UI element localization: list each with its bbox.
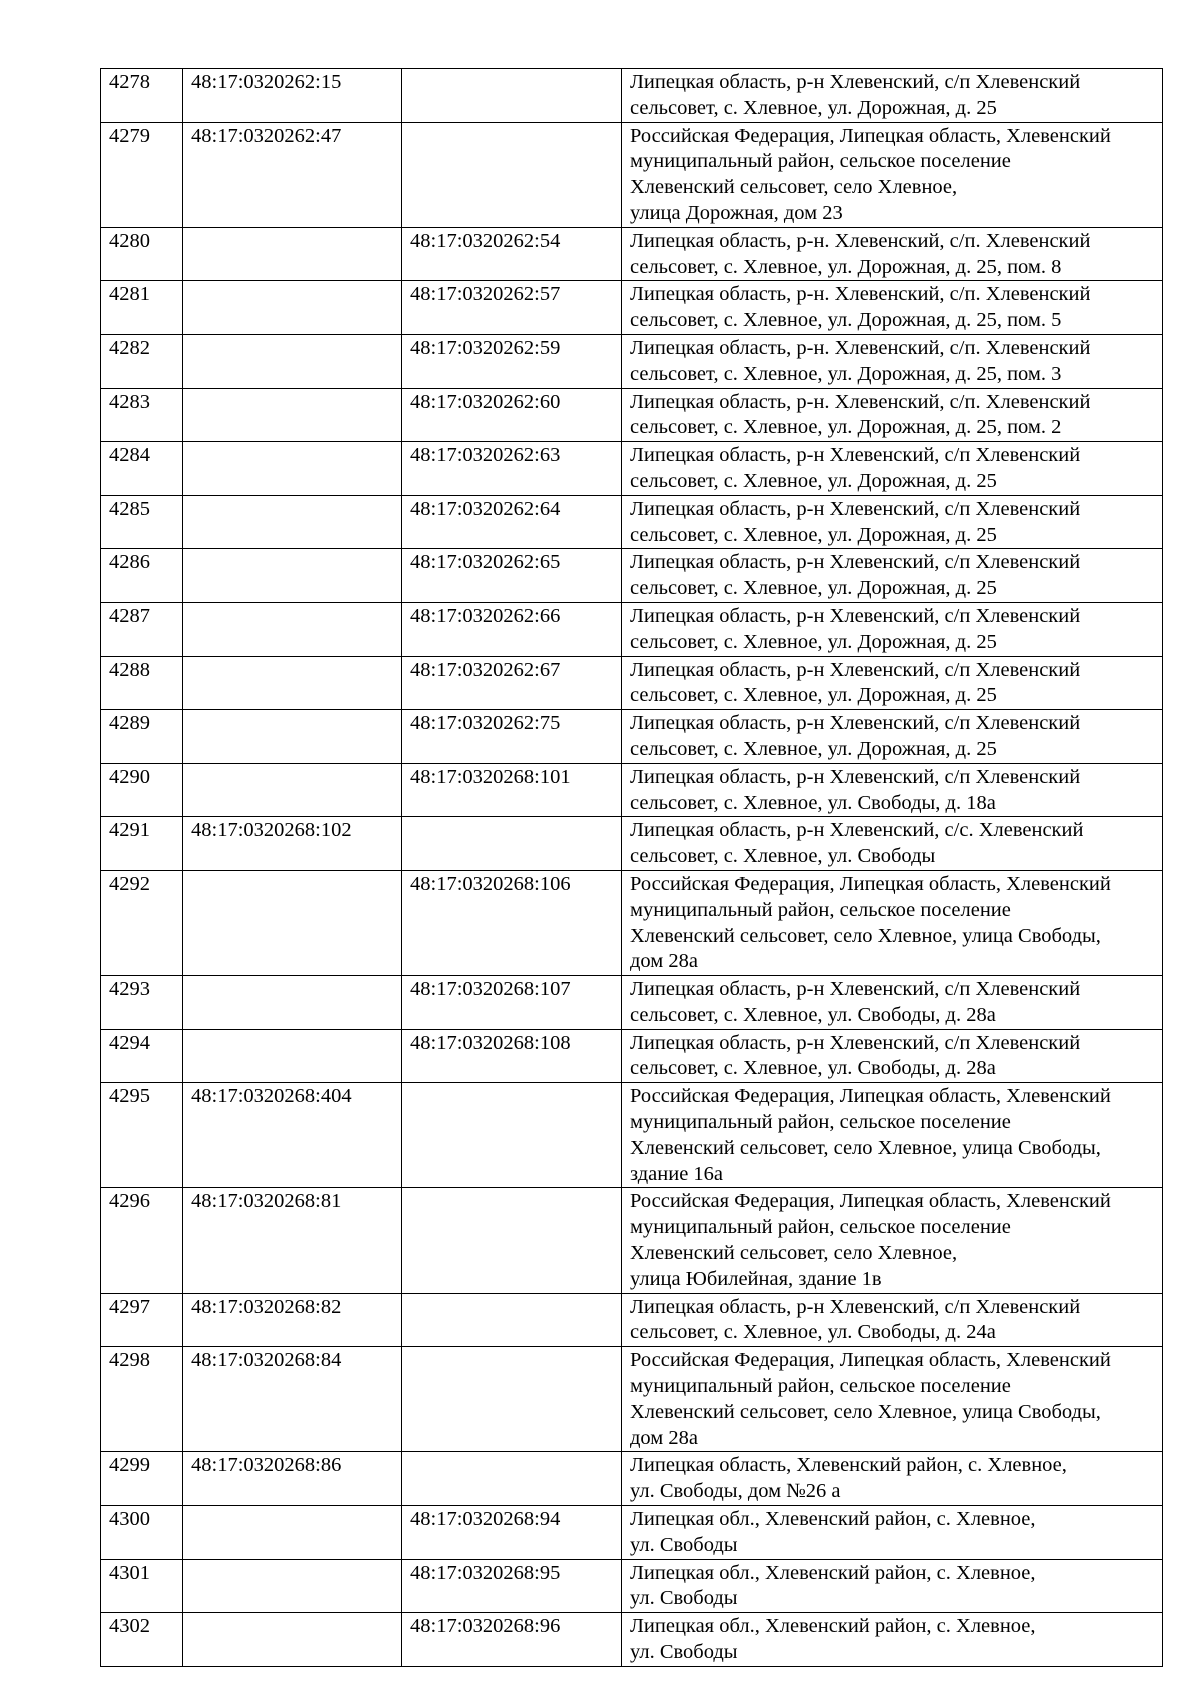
land-cadastral-number-cell: 48:17:0320262:47 [183,122,402,227]
table-row [101,281,1163,335]
row-number-cell: 4300 [101,1506,183,1560]
table-row [101,69,1163,123]
address-line: Липецкая область, р-н Хлевенский, с/п Хлевенский [630,551,1081,574]
address-line: сельсовет, с. Хлевное, ул. Дорожная, д. 25, пом. 5 [630,309,1062,332]
land-cadastral-number-cell: 48:17:0320268:84 [183,1347,402,1452]
address-cell [622,334,1163,388]
row-number-cell: 4290 [101,763,183,817]
address-line: Липецкая область, р-н. Хлевенский, с/п. Хлевенский [630,390,1091,413]
address-line: дом 28а [630,950,698,973]
address-line: Липецкая обл., Хлевенский район, с. Хлевное, [630,1615,1036,1638]
address-line: Российская Федерация, Липецкая область, Хлевенский [630,1085,1111,1108]
address-cell [622,656,1163,710]
address-line: Хлевенский сельсовет, село Хлевное, улица Свободы, [630,1136,1101,1159]
building-cadastral-number-cell [402,1293,622,1347]
row-number-cell: 4296 [101,1188,183,1293]
building-cadastral-number-cell [402,1452,622,1506]
table-row [101,870,1163,975]
address-line: муниципальный район, сельское поселение [630,1111,1011,1134]
address-cell [622,69,1163,123]
table-row [101,763,1163,817]
row-number-cell: 4281 [101,281,183,335]
address-line: сельсовет, с. Хлевное, ул. Свободы, д. 28а [630,1003,996,1026]
row-number-cell: 4283 [101,388,183,442]
land-cadastral-number-cell [183,281,402,335]
land-cadastral-number-cell [183,442,402,496]
land-cadastral-number-cell [183,388,402,442]
building-cadastral-number-cell: 48:17:0320262:59 [402,334,622,388]
address-cell [622,763,1163,817]
address-line: Липецкая область, р-н. Хлевенский, с/п. Хлевенский [630,283,1091,306]
land-cadastral-number-cell [183,334,402,388]
building-cadastral-number-cell [402,69,622,123]
address-line: Хлевенский сельсовет, село Хлевное, улица Свободы, [630,924,1101,947]
row-number-cell: 4293 [101,976,183,1030]
address-line: Российская Федерация, Липецкая область, Хлевенский [630,124,1111,147]
address-line: ул. Свободы, дом №26 а [630,1480,841,1503]
address-line: сельсовет, с. Хлевное, ул. Дорожная, д. 25 [630,737,997,760]
address-line: Липецкая область, р-н Хлевенский, с/с. Хлевенский [630,819,1084,842]
address-cell [622,1083,1163,1188]
row-number-cell: 4285 [101,495,183,549]
building-cadastral-number-cell: 48:17:0320262:66 [402,602,622,656]
land-cadastral-number-cell [183,656,402,710]
table-row [101,656,1163,710]
row-number-cell: 4297 [101,1293,183,1347]
land-cadastral-number-cell [183,763,402,817]
row-number-cell: 4286 [101,549,183,603]
address-line: муниципальный район, сельское поселение [630,898,1011,921]
row-number-cell: 4301 [101,1559,183,1613]
address-line: сельсовет, с. Хлевное, ул. Свободы, д. 24а [630,1321,996,1344]
row-number-cell: 4292 [101,870,183,975]
land-cadastral-number-cell: 48:17:0320268:81 [183,1188,402,1293]
address-line: Липецкая область, р-н. Хлевенский, с/п. Хлевенский [630,336,1091,359]
address-cell [622,1452,1163,1506]
address-line: сельсовет, с. Хлевное, ул. Свободы, д. 18а [630,791,996,814]
table-row [101,1559,1163,1613]
address-cell [622,122,1163,227]
row-number-cell: 4279 [101,122,183,227]
building-cadastral-number-cell: 48:17:0320268:94 [402,1506,622,1560]
address-line: муниципальный район, сельское поселение [630,1216,1011,1239]
address-line: ул. Свободы [630,1641,738,1664]
row-number-cell: 4282 [101,334,183,388]
building-cadastral-number-cell: 48:17:0320268:96 [402,1613,622,1667]
address-line: сельсовет, с. Хлевное, ул. Дорожная, д. 25 [630,96,997,119]
land-cadastral-number-cell [183,1029,402,1083]
row-number-cell: 4295 [101,1083,183,1188]
address-line: сельсовет, с. Хлевное, ул. Свободы [630,845,936,868]
land-cadastral-number-cell [183,976,402,1030]
building-cadastral-number-cell: 48:17:0320262:65 [402,549,622,603]
address-line: сельсовет, с. Хлевное, ул. Дорожная, д. 25 [630,630,997,653]
address-line: ул. Свободы [630,1533,738,1556]
building-cadastral-number-cell [402,1347,622,1452]
address-line: муниципальный район, сельское поселение [630,150,1011,173]
land-cadastral-number-cell [183,1613,402,1667]
land-cadastral-number-cell [183,227,402,281]
address-cell [622,817,1163,871]
address-line: сельсовет, с. Хлевное, ул. Дорожная, д. 25, пом. 2 [630,416,1062,439]
row-number-cell: 4294 [101,1029,183,1083]
address-line: ул. Свободы [630,1587,738,1610]
address-line: Липецкая область, р-н Хлевенский, с/п Хлевенский [630,978,1081,1001]
table-row [101,602,1163,656]
row-number-cell: 4278 [101,69,183,123]
row-number-cell: 4302 [101,1613,183,1667]
building-cadastral-number-cell: 48:17:0320268:106 [402,870,622,975]
table-row [101,495,1163,549]
address-line: Липецкая обл., Хлевенский район, с. Хлевное, [630,1561,1036,1584]
registry-table-body [101,69,1163,1667]
land-cadastral-number-cell [183,870,402,975]
land-cadastral-number-cell [183,602,402,656]
table-row [101,334,1163,388]
address-cell [622,1506,1163,1560]
address-line: сельсовет, с. Хлевное, ул. Дорожная, д. 25 [630,523,997,546]
row-number-cell: 4284 [101,442,183,496]
row-number-cell: 4291 [101,817,183,871]
table-row [101,1293,1163,1347]
address-line: сельсовет, с. Хлевное, ул. Дорожная, д. 25, пом. 8 [630,255,1062,278]
table-row [101,976,1163,1030]
table-row [101,1188,1163,1293]
address-line: муниципальный район, сельское поселение [630,1375,1011,1398]
building-cadastral-number-cell: 48:17:0320262:67 [402,656,622,710]
land-cadastral-number-cell [183,710,402,764]
table-row [101,122,1163,227]
address-line: Липецкая область, р-н Хлевенский, с/п Хлевенский [630,658,1081,681]
land-cadastral-number-cell: 48:17:0320268:82 [183,1293,402,1347]
address-line: улица Дорожная, дом 23 [630,201,843,224]
building-cadastral-number-cell: 48:17:0320268:108 [402,1029,622,1083]
address-line: Хлевенский сельсовет, село Хлевное, улица Свободы, [630,1400,1101,1423]
address-line: сельсовет, с. Хлевное, ул. Свободы, д. 28а [630,1057,996,1080]
address-line: Липецкая область, р-н Хлевенский, с/п Хлевенский [630,1031,1081,1054]
building-cadastral-number-cell: 48:17:0320262:57 [402,281,622,335]
address-line: Российская Федерация, Липецкая область, Хлевенский [630,872,1111,895]
address-cell [622,870,1163,975]
address-cell [622,442,1163,496]
row-number-cell: 4280 [101,227,183,281]
table-row [101,549,1163,603]
address-cell [622,602,1163,656]
building-cadastral-number-cell: 48:17:0320268:101 [402,763,622,817]
address-line: улица Юбилейная, здание 1в [630,1267,882,1290]
address-cell [622,1188,1163,1293]
row-number-cell: 4289 [101,710,183,764]
address-cell [622,388,1163,442]
building-cadastral-number-cell: 48:17:0320262:63 [402,442,622,496]
address-line: здание 16а [630,1162,724,1185]
table-row [101,1452,1163,1506]
land-cadastral-number-cell [183,1506,402,1560]
address-line: Липецкая область, р-н Хлевенский, с/п Хлевенский [630,765,1081,788]
table-row [101,388,1163,442]
land-cadastral-number-cell: 48:17:0320268:86 [183,1452,402,1506]
table-row [101,227,1163,281]
land-cadastral-number-cell: 48:17:0320268:102 [183,817,402,871]
building-cadastral-number-cell: 48:17:0320262:54 [402,227,622,281]
address-line: сельсовет, с. Хлевное, ул. Дорожная, д. 25 [630,684,997,707]
address-cell [622,710,1163,764]
building-cadastral-number-cell: 48:17:0320262:75 [402,710,622,764]
address-line: Российская Федерация, Липецкая область, Хлевенский [630,1190,1111,1213]
building-cadastral-number-cell: 48:17:0320262:64 [402,495,622,549]
address-line: Липецкая область, р-н Хлевенский, с/п Хлевенский [630,497,1081,520]
property-registry-table [100,68,1163,1667]
building-cadastral-number-cell [402,1083,622,1188]
building-cadastral-number-cell: 48:17:0320262:60 [402,388,622,442]
table-row [101,817,1163,871]
address-line: сельсовет, с. Хлевное, ул. Дорожная, д. 25 [630,469,997,492]
address-line: сельсовет, с. Хлевное, ул. Дорожная, д. 25, пом. 3 [630,362,1062,385]
address-cell [622,1293,1163,1347]
address-line: Липецкая обл., Хлевенский район, с. Хлевное, [630,1508,1036,1531]
address-cell [622,1559,1163,1613]
table-row [101,710,1163,764]
address-line: Липецкая область, р-н Хлевенский, с/п Хлевенский [630,444,1081,467]
address-line: Липецкая область, Хлевенский район, с. Хлевное, [630,1454,1067,1477]
land-cadastral-number-cell [183,495,402,549]
address-cell [622,1347,1163,1452]
land-cadastral-number-cell [183,549,402,603]
table-row [101,1613,1163,1667]
row-number-cell: 4298 [101,1347,183,1452]
address-cell [622,227,1163,281]
address-line: Липецкая область, р-н Хлевенский, с/п Хлевенский [630,712,1081,735]
building-cadastral-number-cell [402,817,622,871]
address-line: дом 28а [630,1426,698,1449]
table-row [101,1506,1163,1560]
table-row [101,1083,1163,1188]
address-line: сельсовет, с. Хлевное, ул. Дорожная, д. 25 [630,577,997,600]
land-cadastral-number-cell: 48:17:0320268:404 [183,1083,402,1188]
address-line: Хлевенский сельсовет, село Хлевное, [630,1242,958,1265]
address-cell [622,976,1163,1030]
row-number-cell: 4288 [101,656,183,710]
row-number-cell: 4299 [101,1452,183,1506]
address-line: Хлевенский сельсовет, село Хлевное, [630,176,958,199]
address-cell [622,549,1163,603]
building-cadastral-number-cell: 48:17:0320268:107 [402,976,622,1030]
building-cadastral-number-cell [402,122,622,227]
address-cell [622,1029,1163,1083]
row-number-cell: 4287 [101,602,183,656]
address-line: Липецкая область, р-н Хлевенский, с/п Хлевенский [630,1295,1081,1318]
address-line: Липецкая область, р-н Хлевенский, с/п Хлевенский [630,604,1081,627]
table-row [101,1347,1163,1452]
land-cadastral-number-cell [183,1559,402,1613]
address-cell [622,495,1163,549]
address-cell [622,1613,1163,1667]
address-line: Липецкая область, р-н Хлевенский, с/п Хлевенский [630,71,1081,93]
address-line: Липецкая область, р-н. Хлевенский, с/п. Хлевенский [630,229,1091,252]
building-cadastral-number-cell: 48:17:0320268:95 [402,1559,622,1613]
building-cadastral-number-cell [402,1188,622,1293]
table-row [101,442,1163,496]
address-cell [622,281,1163,335]
address-line: Российская Федерация, Липецкая область, Хлевенский [630,1349,1111,1372]
table-row [101,1029,1163,1083]
land-cadastral-number-cell: 48:17:0320262:15 [183,69,402,123]
